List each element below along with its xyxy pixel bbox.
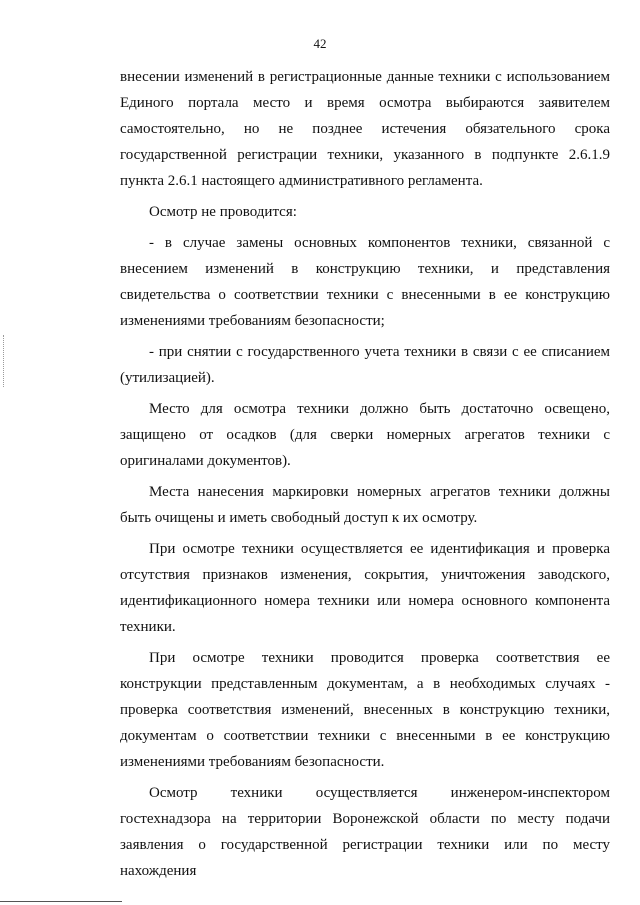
page-number: 42 — [313, 36, 327, 51]
list-item-deregistration: - при снятии с государственного учета техники в связи с ее списанием (утилизацией). — [120, 344, 610, 386]
paragraph-inspection-place: Место для осмотра техники должно быть достаточно освещено, защищено от осадков (для сверки номерных агрегатов техники с оригиналами документов). — [120, 401, 610, 469]
paragraph-marking-places: Места нанесения маркировки номерных агрегатов техники должны быть очищены и иметь свободный доступ к их осмотру. — [120, 484, 610, 526]
list-item-component-replacement: - в случае замены основных компонентов техники, связанной с внесением изменений в конструкцию техники, и представления свидетельства о соответствии техники с внесенными в ее конструкцию изменениями требованиям безопасности; — [120, 235, 610, 329]
paragraph-continuation: внесении изменений в регистрационные данные техники с использованием Единого портала место и время осмотра выбираются заявителем самостоятельно, но не позднее истечения обязательного срока государственной регистрации техники, указанного в подпункте 2.6.1.9 пункта 2.6.1 настоящего административного регламента. — [120, 69, 610, 189]
paragraph-conformity-check: При осмотре техники проводится проверка соответствия ее конструкции представленным документам, а в необходимых случаях - проверка соответствия изменений, внесенных в конструкцию техники, документам о соответствии техники с внесенными в ее конструкцию изменениями требованиям безопасности. — [120, 650, 610, 770]
paragraph-identification: При осмотре техники осуществляется ее идентификация и проверка отсутствия признаков изменения, сокрытия, уничтожения заводского, идентификационного номера техники или номера основного компонента техники. — [120, 541, 610, 635]
paragraph-inspector: Осмотр техники осуществляется инженером-инспектором гостехнадзора на территории Воронежской области по месту подачи заявления о государственной регистрации техники или по месту нахождения — [120, 785, 610, 879]
paragraph-inspection-not-held: Осмотр не проводится: — [149, 204, 297, 220]
document-body — [120, 64, 610, 889]
scan-margin-mark — [3, 335, 5, 387]
footer-rule — [0, 901, 122, 902]
